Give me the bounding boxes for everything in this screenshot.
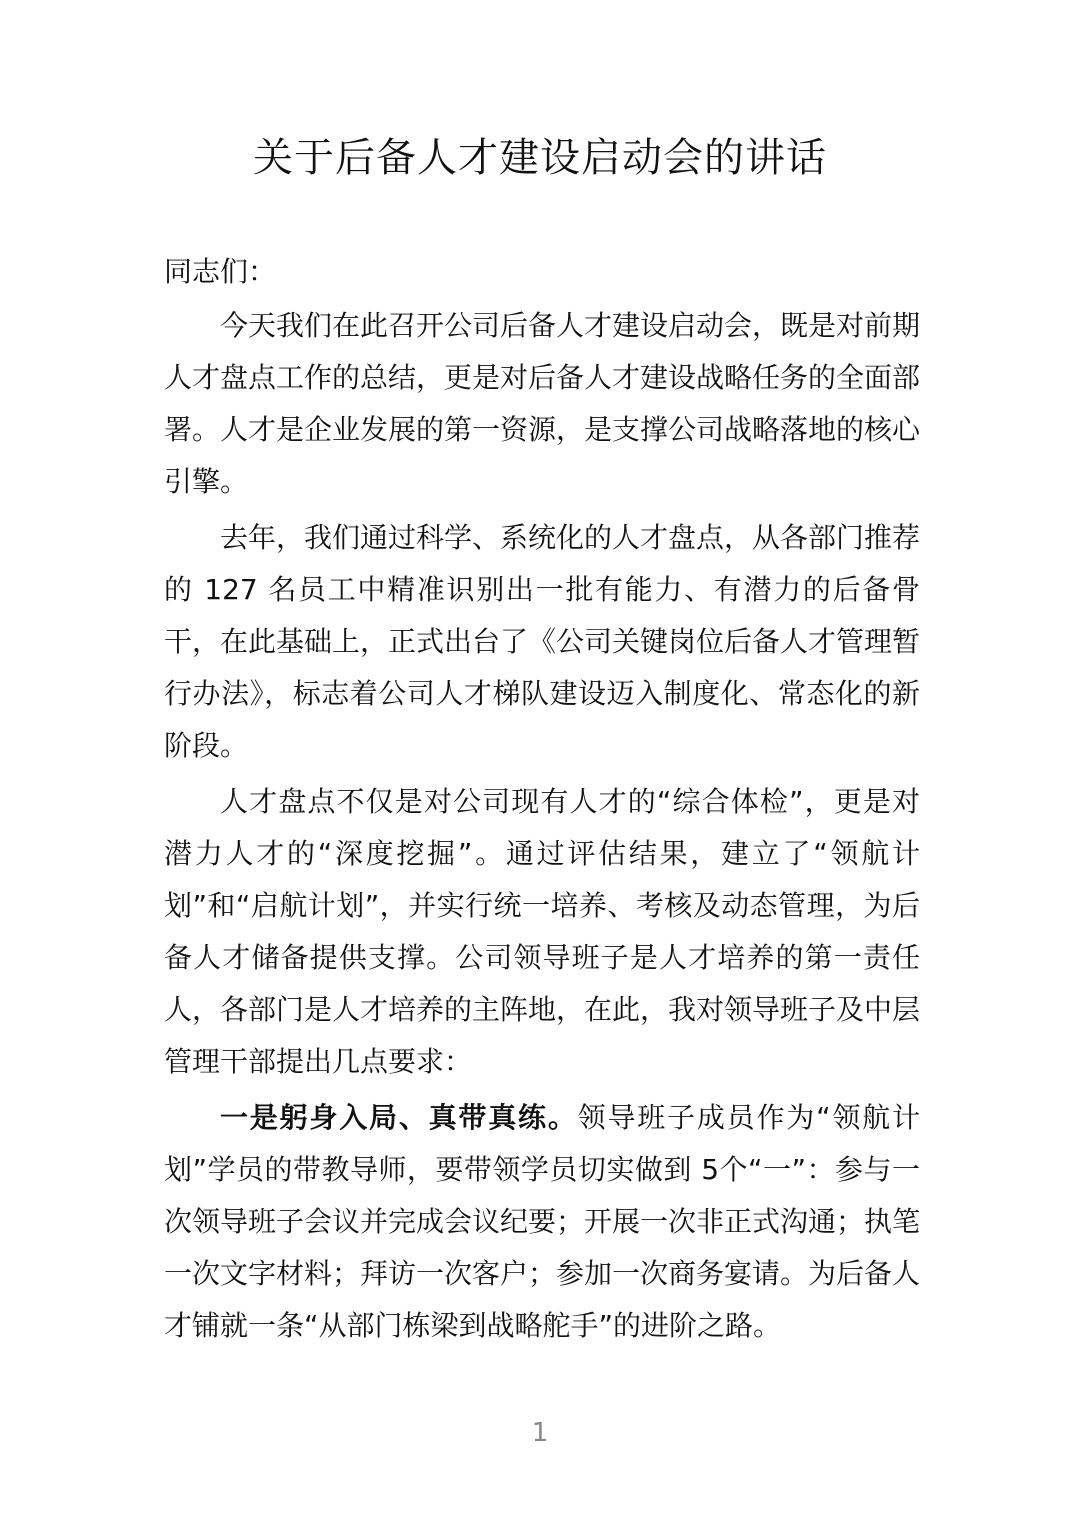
point-one-heading: 一是躬身入局、真带真练。: [220, 1101, 578, 1134]
page-number: 1: [531, 1418, 549, 1448]
salutation: 同志们：: [164, 255, 277, 288]
paragraph-point-one: [164, 1092, 920, 1352]
paragraph-last-year: 去年，我们通过科学、系统化的人才盘点，从各部门推荐的 127 名员工中精准识别出一批有能力、有潜力的后备骨干，在此基础上，正式出台了《公司关键岗位后备人才管理暂行办法》，标志着公司人才梯队建设迈入制度化、常态化的新阶段。: [164, 521, 921, 762]
document-body: [164, 246, 920, 1356]
paragraph-talent-review: 人才盘点不仅是对公司现有人才的“综合体检”，更是对潜力人才的“深度挖掘”。通过评估结果，建立了“领航计划”和“启航计划”，并实行统一培养、考核及动态管理，为后备人才储备提供支撑。公司领导班子是人才培养的第一责任人，各部门是人才培养的主阵地，在此，我对领导班子及中层管理干部提出几点要求：: [164, 785, 921, 1078]
paragraph-opening: 今天我们在此召开公司后备人才建设启动会，既是对前期人才盘点工作的总结，更是对后备人才建设战略任务的全面部署。人才是企业发展的第一资源，是支撑公司战略落地的核心引擎。: [164, 309, 921, 498]
document-title: 关于后备人才建设启动会的讲话: [253, 135, 827, 181]
point-one-text: 领导班子成员作为“领航计划”学员的带教导师，要带领学员切实做到 5个“一”：参与一次领导班子会议并完成会议纪要；开展一次非正式沟通；执笔一次文字材料；拜访一次客户；参加一次商务宴请。为后备人才铺就一条“从部门栋梁到战略舵手”的进阶之路。: [164, 1101, 921, 1342]
